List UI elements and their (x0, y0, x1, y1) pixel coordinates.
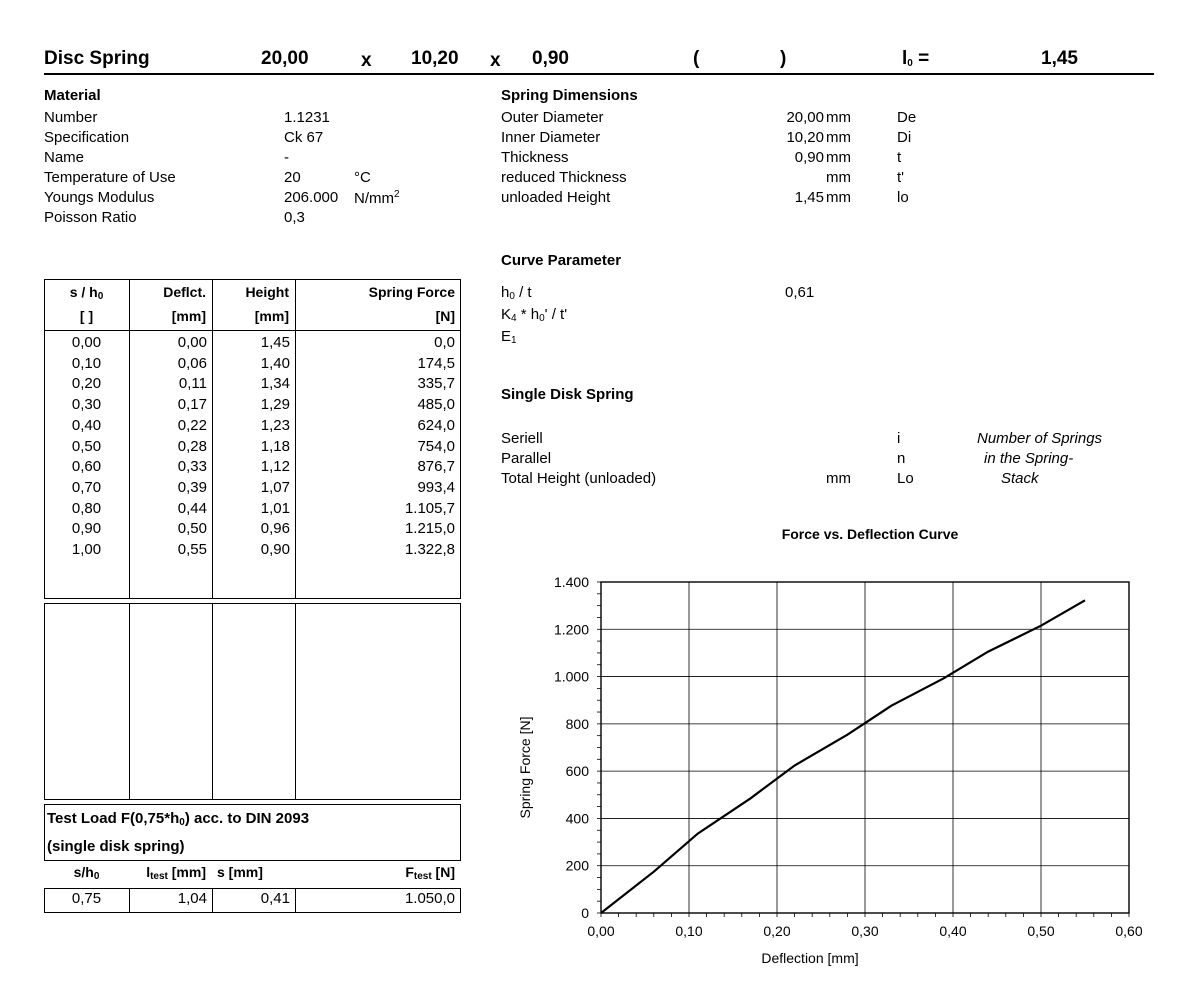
cell-height: 1,01 (260, 499, 290, 517)
dimension-value: 20,00 (786, 109, 824, 126)
single-disk-label: Total Height (unloaded) (501, 470, 657, 487)
cell-s-h0: 0,60 (71, 458, 102, 476)
col-unit-spring-force: [N] (435, 308, 455, 324)
cell-deflection: 0,28 (177, 437, 207, 455)
header-x-separator: x (490, 50, 501, 71)
single-disk-note: in the Spring- (984, 450, 1074, 467)
cell-height: 1,18 (260, 437, 290, 455)
single-disk-label: Parallel (501, 450, 552, 467)
header-underline (44, 73, 1154, 75)
single-disk-note: Number of Springs (977, 430, 1103, 447)
y-tick-label: 600 (565, 763, 589, 780)
x-tick-label: 0,20 (763, 923, 791, 939)
dimension-label: Thickness (501, 149, 569, 166)
y-tick-label: 200 (565, 857, 589, 874)
cell-deflection: 0,06 (177, 354, 207, 372)
table-header-rule (44, 330, 460, 331)
x-tick-label: 0,10 (675, 923, 703, 939)
single-disk-unit: mm (826, 470, 851, 487)
cell-s-h0: 0,50 (71, 437, 102, 455)
test-value-f-test: 1.050,0 (404, 890, 455, 907)
header-x-separator: x (361, 50, 372, 71)
header-title: Disc Spring (44, 48, 150, 69)
material-value: - (284, 149, 289, 166)
cell-deflection: 0,55 (177, 541, 207, 558)
y-tick-label: 1.200 (553, 621, 589, 638)
cell-height: 1,40 (260, 354, 290, 372)
x-tick-label: 0,60 (1115, 923, 1143, 939)
cell-spring-force: 754,0 (417, 437, 455, 455)
x-tick-label: 0,50 (1027, 923, 1055, 939)
h0-over-t-value: 0,61 (785, 284, 815, 301)
cell-spring-force: 335,7 (417, 375, 455, 393)
x-tick-label: 0,30 (851, 923, 879, 939)
cell-height: 1,29 (260, 396, 290, 414)
material-unit (354, 189, 400, 207)
dimension-label: unloaded Height (501, 189, 611, 206)
material-unit-sup: 2 (394, 189, 400, 200)
cell-s-h0: 0,80 (71, 499, 102, 517)
single-disk-heading: Single Disk Spring (501, 386, 634, 403)
cell-spring-force: 0,0 (434, 334, 455, 351)
test-value-s-h0: 0,75 (71, 890, 102, 907)
cell-s-h0: 0,70 (71, 478, 102, 496)
cell-height: 1,45 (260, 334, 290, 351)
material-unit (354, 169, 371, 186)
dimension-value: 10,20 (786, 129, 824, 146)
table-divider (212, 603, 213, 799)
chart-title: Force vs. Deflection Curve (781, 526, 959, 542)
y-tick-label: 400 (565, 810, 589, 827)
cell-s-h0: 0,30 (71, 396, 102, 414)
cell-deflection: 0,39 (177, 478, 207, 496)
material-value: 1.1231 (284, 109, 330, 126)
test-col-l-test: $l_{test}$ [mm] (146, 864, 206, 882)
table-divider (129, 603, 130, 799)
header-paren-open: ( (693, 48, 700, 69)
single-disk-symbol: n (897, 450, 906, 467)
single-disk-label: Seriell (501, 430, 543, 447)
cell-s-h0: 0,90 (71, 520, 102, 538)
material-label: Youngs Modulus (44, 189, 155, 206)
cell-deflection: 0,44 (177, 499, 207, 517)
k4-label: $K_4 * h_0'$ / t' (501, 306, 568, 324)
single-disk-note: Stack (1001, 470, 1039, 487)
test-value-s: 0,41 (260, 890, 290, 907)
single-disk-symbol: i (897, 430, 901, 447)
dimension-symbol: lo (897, 189, 909, 206)
table-divider (295, 603, 296, 799)
header-paren-close: ) (780, 48, 787, 69)
force-deflection-chart (490, 560, 1180, 990)
cell-deflection: 0,22 (177, 416, 207, 434)
header-l0-label: $l_0$ = (902, 48, 930, 69)
test-col-s: s [mm] (217, 864, 263, 880)
material-heading: Material (44, 87, 101, 104)
cell-s-h0: 1,00 (71, 541, 102, 558)
material-label: Poisson Ratio (44, 209, 137, 226)
cell-spring-force: 174,5 (417, 354, 455, 372)
dimension-symbol: t' (897, 169, 905, 186)
dimension-label: reduced Thickness (501, 169, 627, 186)
test-load-title: Test Load $F(0,75*h_0)$ acc. to DIN 2093 (47, 810, 310, 828)
cell-s-h0: 0,40 (71, 416, 102, 434)
header-inner-diameter: 10,20 (411, 48, 459, 69)
e1-label: $E_1$ (501, 328, 517, 346)
dimension-unit: mm (826, 169, 851, 186)
dimension-symbol: Di (897, 129, 912, 146)
y-tick-label: 0 (581, 905, 589, 921)
cell-s-h0: 0,10 (71, 354, 102, 372)
dimensions-heading: Spring Dimensions (501, 87, 638, 104)
cell-spring-force: 876,7 (417, 458, 455, 476)
material-value: 0,3 (284, 209, 305, 226)
cell-height: 1,23 (260, 416, 290, 434)
cell-deflection: 0,00 (177, 334, 207, 351)
cell-height: 0,96 (260, 520, 290, 538)
cell-height: 1,07 (260, 478, 290, 496)
material-value: Ck 67 (284, 129, 324, 146)
col-header-s-h0: s / $h_0$ (69, 284, 104, 302)
cell-spring-force: 1.105,7 (404, 499, 455, 517)
y-axis-label: Spring Force [N] (517, 716, 533, 819)
dimension-symbol: De (897, 109, 917, 126)
curve-parameter-heading: Curve Parameter (501, 252, 622, 269)
x-tick-label: 0,00 (587, 923, 615, 939)
cell-deflection: 0,17 (177, 396, 207, 414)
y-tick-label: 800 (565, 715, 589, 732)
dimension-label: Inner Diameter (501, 129, 601, 146)
material-label: Number (44, 109, 98, 126)
dimension-unit: mm (826, 129, 851, 146)
material-value: 20 (284, 169, 301, 186)
material-unit-text: °C (354, 169, 371, 186)
cell-spring-force: 993,4 (417, 478, 455, 496)
col-header-spring-force: Spring Force (368, 284, 455, 300)
cell-deflection: 0,11 (178, 375, 207, 393)
dimension-symbol: t (897, 149, 902, 166)
dimension-unit: mm (826, 109, 851, 126)
col-unit-s-h0: [ ] (79, 308, 94, 324)
col-header-height: Height (245, 284, 289, 300)
col-unit-deflection: [mm] (171, 308, 206, 324)
cell-spring-force: 485,0 (417, 396, 455, 414)
dimension-unit: mm (826, 149, 851, 166)
cell-deflection: 0,33 (177, 458, 207, 476)
empty-table-frame (44, 603, 461, 800)
col-header-deflection: Deflct. (163, 284, 206, 300)
y-tick-label: 1.000 (553, 668, 589, 685)
x-axis-label: Deflection [mm] (761, 950, 859, 966)
material-value: 206.000 (284, 189, 339, 206)
header-l0-value: 1,45 (1041, 48, 1078, 69)
h0-over-t-label: $h_0$ / t (501, 284, 532, 302)
cell-height: 0,90 (260, 541, 290, 558)
material-label: Name (44, 149, 85, 166)
cell-s-h0: 0,00 (71, 334, 102, 351)
dimension-value: 1,45 (794, 189, 824, 206)
test-col-s-h0: $s/h_0$ (73, 864, 100, 882)
cell-deflection: 0,50 (177, 520, 207, 538)
single-disk-symbol: Lo (897, 470, 914, 487)
cell-spring-force: 624,0 (417, 416, 455, 434)
dimension-value: 0,90 (794, 149, 824, 166)
x-tick-label: 0,40 (939, 923, 967, 939)
dimension-label: Outer Diameter (501, 109, 604, 126)
material-label: Temperature of Use (44, 169, 176, 186)
cell-spring-force: 1.215,0 (404, 520, 455, 538)
col-unit-height: [mm] (254, 308, 289, 324)
header-outer-diameter: 20,00 (261, 48, 309, 69)
test-load-subtitle: (single disk spring) (47, 838, 185, 855)
header-thickness: 0,90 (532, 48, 569, 69)
test-col-f-test: $F_{test}$ [N] (405, 864, 455, 882)
cell-height: 1,12 (260, 458, 290, 476)
y-tick-label: 1.400 (553, 574, 589, 590)
material-unit-text: N/mm (354, 190, 394, 207)
cell-s-h0: 0,20 (71, 375, 102, 393)
test-value-l-test: 1,04 (177, 890, 207, 907)
cell-height: 1,34 (260, 375, 290, 393)
dimension-unit: mm (826, 189, 851, 206)
material-label: Specification (44, 129, 130, 146)
cell-spring-force: 1.322,8 (404, 541, 455, 558)
